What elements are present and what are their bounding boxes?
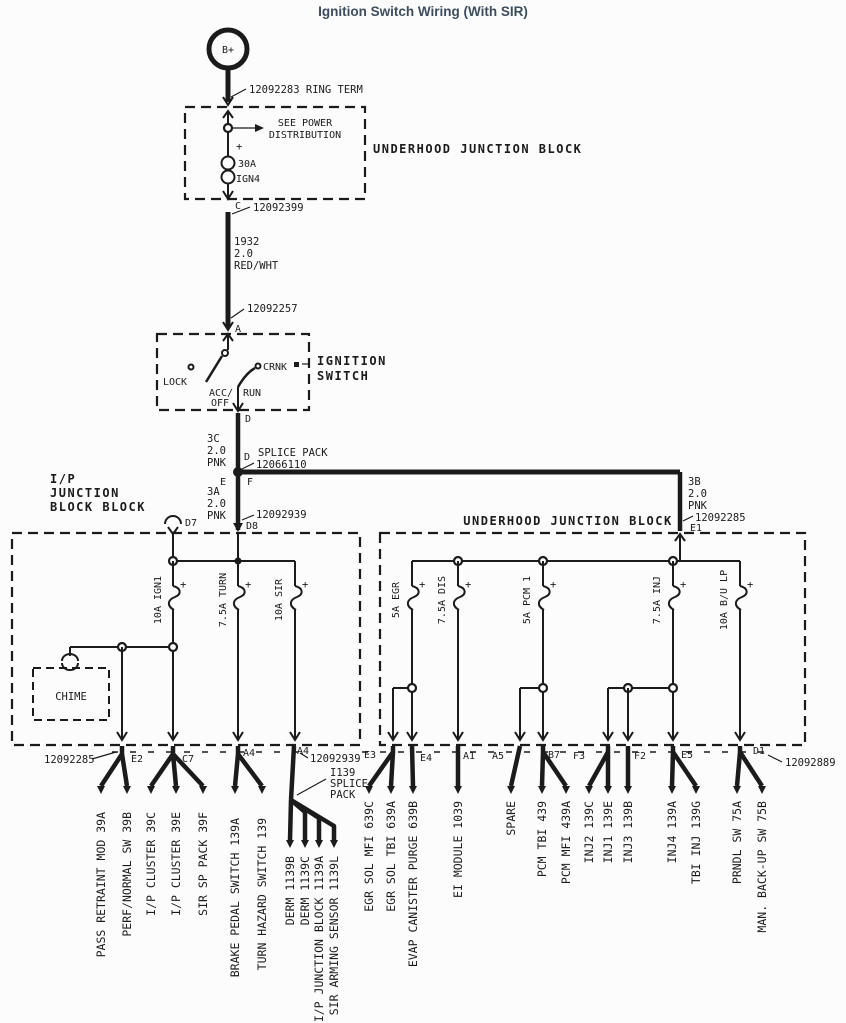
wire-circuit: 1932 [234, 236, 260, 248]
lead-inj4: INJ4 139A [665, 801, 679, 864]
terminal-c: C [235, 201, 242, 212]
part-12092257: 12092257 [247, 303, 298, 315]
lead-pass-restraint: PASS RETRAINT MOD 39A [94, 812, 108, 958]
lead-inj2: INJ2 139C [582, 801, 596, 864]
fuse-egr-plus: + [419, 579, 426, 591]
part-12092939-a4: 12092939 [310, 753, 361, 765]
fuse-dis-label: 7.5A DIS [437, 575, 448, 625]
run-label: RUN [243, 388, 262, 399]
lead-prndl-sw: PRNDL SW 75A [730, 801, 744, 885]
wire-color: RED/WHT [234, 260, 279, 272]
fuse-ign1-plus: + [180, 579, 187, 591]
connector-a4b: A4 [297, 746, 310, 757]
off-label: OFF [211, 398, 230, 409]
ip-title-2: JUNCTION [50, 486, 120, 500]
wire3b-circuit: 3B [688, 476, 701, 488]
connector-e5: E5 [681, 750, 694, 761]
splice-pack-label: SPLICE PACK [258, 447, 328, 459]
ip-title-3: BLOCK BLOCK [50, 500, 146, 514]
fuse-egr-label: 5A EGR [391, 581, 402, 619]
part-12092939-d8: 12092939 [256, 509, 307, 521]
part-12092889: 12092889 [785, 757, 836, 769]
splice-terminal-d: D [244, 452, 251, 463]
lead-perf-normal: PERF/NORMAL SW 39B [120, 812, 134, 937]
ignition-title-2: SWITCH [317, 369, 370, 383]
lead-man-backup-sw: MAN. BACK-UP SW 75B [755, 801, 769, 933]
terminal-d8: D8 [246, 521, 259, 532]
lead-pcm-mfi: PCM MFI 439A [559, 801, 573, 885]
lead-ip-cluster-39c: I/P CLUSTER 39C [144, 812, 158, 916]
part-12092285-e1: 12092285 [695, 512, 746, 524]
underhood-junction-block-top-border [185, 107, 365, 199]
fuse-pcm1-label: 5A PCM 1 [522, 575, 533, 625]
breaker-amp: 30A [238, 159, 257, 170]
lead-evap-canister-purge: EVAP CANISTER PURGE 639B [406, 801, 420, 968]
underhood-top-title: UNDERHOOD JUNCTION BLOCK [373, 142, 583, 156]
terminal-d7: D7 [185, 518, 198, 529]
lead-brake-pedal-switch: BRAKE PEDAL SWITCH 139A [228, 818, 242, 978]
connector-a5: A5 [492, 751, 505, 762]
connector-a4a: A4 [243, 748, 256, 759]
connector-f2: F2 [634, 751, 647, 762]
underhood-junction-block-right-border [380, 533, 805, 745]
page-title: Ignition Switch Wiring (With SIR) [318, 4, 528, 19]
terminal-e1: E1 [690, 523, 703, 534]
terminal-f: F [247, 477, 254, 488]
chime-label: CHIME [55, 691, 87, 703]
terminal-a: A [235, 324, 242, 335]
terminal-d: D [245, 414, 252, 425]
fuse-ign1-label: 10A IGN1 [153, 575, 164, 625]
lead-derm-1139c: DERM 1139C [298, 856, 312, 926]
wire3c-circuit: 3C [207, 433, 220, 445]
wire3b-gauge: 2.0 [688, 488, 707, 500]
connector-f3: F3 [573, 751, 586, 762]
lead-sir-sp-pack: SIR SP PACK 39F [196, 812, 210, 916]
wire3b-color: PNK [688, 500, 707, 512]
splice-pack-word: PACK [330, 789, 356, 801]
ignition-title-1: IGNITION [317, 354, 387, 368]
splice-word: SPLICE [330, 778, 368, 790]
lock-label: LOCK [163, 377, 188, 388]
ring-term-label: 12092283 RING TERM [249, 84, 363, 96]
lead-derm-1139b: DERM 1139B [283, 856, 297, 926]
wire3a-circuit: 3A [207, 486, 220, 498]
wire3a-color: PNK [207, 510, 226, 522]
part-12066110: 12066110 [256, 459, 307, 471]
lead-inj1: INJ1 139E [601, 801, 615, 864]
fuse-pcm1-plus: + [550, 579, 557, 591]
connector-e3: E3 [364, 750, 377, 761]
lead-ip-cluster-39e: I/P CLUSTER 39E [169, 812, 183, 916]
fuse-bulp-plus: + [747, 579, 754, 591]
part-12092285-e2: 12092285 [44, 754, 95, 766]
lead-ip-junction-block: I/P JUNCTION BLOCK 1139A [312, 856, 326, 1023]
wire3c-gauge: 2.0 [207, 445, 226, 457]
connector-e4: E4 [420, 753, 433, 764]
lead-inj3: INJ3 139B [621, 801, 635, 864]
lead-sir-arming-sensor: SIR ARMING SENSOR 1139L [327, 856, 341, 1016]
battery-label: B+ [221, 45, 235, 56]
acc-label: ACC/ [209, 388, 234, 399]
right-lead-labels [362, 801, 769, 967]
fuse-turn-label: 7.5A TURN [218, 572, 229, 628]
wires [165, 68, 693, 534]
fuse-turn-plus: + [245, 579, 252, 591]
connector-e2: E2 [131, 754, 144, 765]
connector-a1: A1 [463, 751, 476, 762]
lead-turn-hazard-switch: TURN HAZARD SWITCH 139 [255, 818, 269, 971]
ip-title-1: I/P [50, 472, 77, 486]
splice-i139: I139 [330, 767, 356, 779]
fuse-dis-plus: + [465, 579, 472, 591]
crnk-label: CRNK [263, 362, 288, 373]
fuse-bulp-label: 10A B/U LP [719, 569, 730, 631]
fuse-sir-label: 10A SIR [274, 578, 285, 622]
part-12092399: 12092399 [253, 202, 304, 214]
fuse-sir-plus: + [302, 579, 309, 591]
fuse-inj-plus: + [680, 579, 687, 591]
connector-d1: D1 [753, 746, 766, 757]
connector-c7: C7 [182, 754, 195, 765]
fuse-inj-label: 7.5A INJ [652, 575, 663, 625]
connector-b7: B7 [548, 750, 561, 761]
breaker-plus: + [236, 141, 243, 153]
lead-egr-sol-tbi: EGR SOL TBI 639A [384, 801, 398, 912]
underhood-right-wiring [388, 534, 747, 740]
wire3c-color: PNK [207, 457, 226, 469]
terminal-e: E [219, 477, 226, 488]
lead-spare: SPARE [504, 801, 518, 836]
see-power-line1: SEE POWER [277, 118, 333, 129]
ip-junction-block-border [12, 533, 360, 745]
see-power-line2: DISTRIBUTION [268, 130, 342, 141]
lead-pcm-tbi: PCM TBI 439 [535, 801, 549, 878]
wire-gauge: 2.0 [234, 248, 253, 260]
lead-ei-module: EI MODULE 1039 [451, 801, 465, 898]
ip-block-wiring [62, 533, 302, 740]
lead-tbi-inj: TBI INJ 139G [689, 801, 703, 885]
underhood-right-title: UNDERHOOD JUNCTION BLOCK [463, 514, 673, 528]
breaker-name: IGN4 [236, 174, 261, 185]
wire3a-gauge: 2.0 [207, 498, 226, 510]
lead-egr-sol-mfi: EGR SOL MFI 639C [362, 801, 376, 912]
